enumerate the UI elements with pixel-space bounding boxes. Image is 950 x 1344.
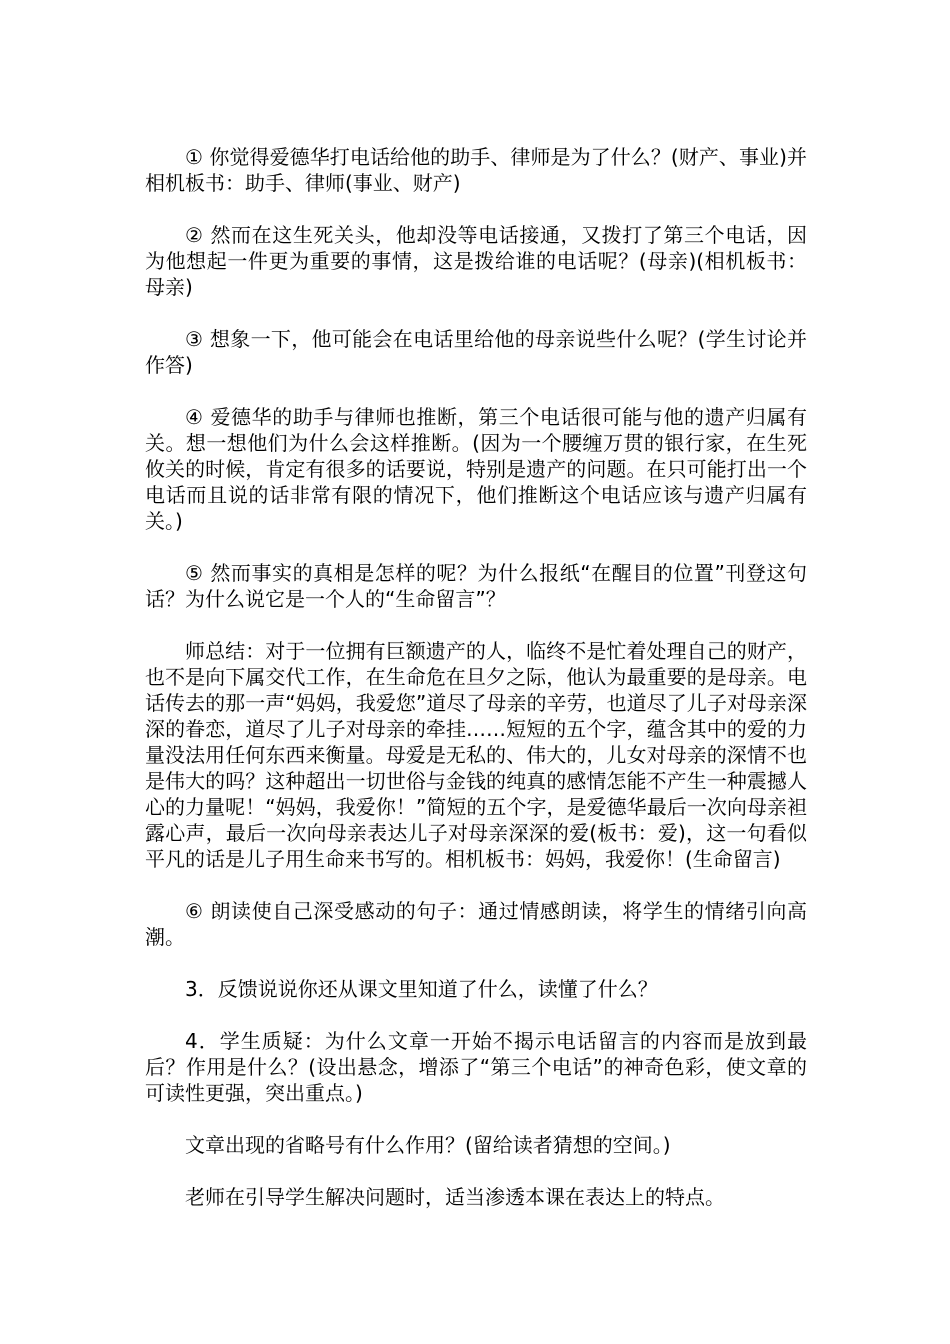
paragraph-question-4: ④ 爱德华的助手与律师也推断，第三个电话很可能与他的遗产归属有关。想一想他们为什么会这样推断。(因为一个腰缠万贯的银行家，在生死攸关的时候，肯定有很多的话要说，特别是遗产的问题。在只可能打出一个电话而且说的话非常有限的情况下，他们推断这个电话应该与遗产归属有关。) bbox=[145, 405, 807, 533]
paragraph-question-1: ① 你觉得爱德华打电话给他的助手、律师是为了什么？(财产、事业)并相机板书：助手、律师(事业、财产) bbox=[145, 145, 807, 195]
paragraph-question-5: ⑤ 然而事实的真相是怎样的呢？为什么报纸“在醒目的位置”刊登这句话？为什么说它是一个人的“生命留言”？ bbox=[145, 561, 807, 611]
paragraph-question-6: ⑥ 朗读使自己深受感动的句子：通过情感朗读，将学生的情绪引向高潮。 bbox=[145, 899, 807, 949]
paragraph-step-3: 3．反馈说说你还从课文里知道了什么，读懂了什么？ bbox=[185, 977, 658, 1001]
paragraph-question-2: ② 然而在这生死关头，他却没等电话接通，又拨打了第三个电话，因为他想起一件更为重要的事情，这是拨给谁的电话呢？(母亲)(相机板书：母亲) bbox=[145, 223, 807, 299]
paragraph-step-4: 4．学生质疑：为什么文章一开始不揭示电话留言的内容而是放到最后？作用是什么？(设出悬念，增添了“第三个电话”的神奇色彩，使文章的可读性更强，突出重点。) bbox=[145, 1029, 807, 1105]
paragraph-ellipsis-question: 文章出现的省略号有什么作用？(留给读者猜想的空间。) bbox=[185, 1133, 671, 1157]
paragraph-teacher-note: 老师在引导学生解决问题时，适当渗透本课在表达上的特点。 bbox=[185, 1185, 725, 1209]
paragraph-question-3: ③ 想象一下，他可能会在电话里给他的母亲说些什么呢？(学生讨论并作答) bbox=[145, 327, 807, 377]
document-page bbox=[145, 144, 807, 1210]
paragraph-teacher-summary: 师总结：对于一位拥有巨额遗产的人，临终不是忙着处理自己的财产，也不是向下属交代工作，在生命危在旦夕之际，他认为最重要的是母亲。电话传去的那一声“妈妈，我爱您”道尽了母亲的辛劳，也道尽了儿子对母亲深深的眷恋，道尽了儿子对母亲的牵挂……短短的五个字，蕴含其中的爱的力量没法用任何东西来衡量。母爱是无私的、伟大的，儿女对母亲的深情不也是伟大的吗？这种超出一切世俗与金钱的纯真的感情怎能不产生一种震撼人心的力量呢！“妈妈，我爱你！”简短的五个字，是爱德华最后一次向母亲袒露心声，最后一次向母亲表达儿子对母亲深深的爱(板书：爱)，这一句看似平凡的话是儿子用生命来书写的。相机板书：妈妈，我爱你！(生命留言) bbox=[145, 639, 807, 871]
